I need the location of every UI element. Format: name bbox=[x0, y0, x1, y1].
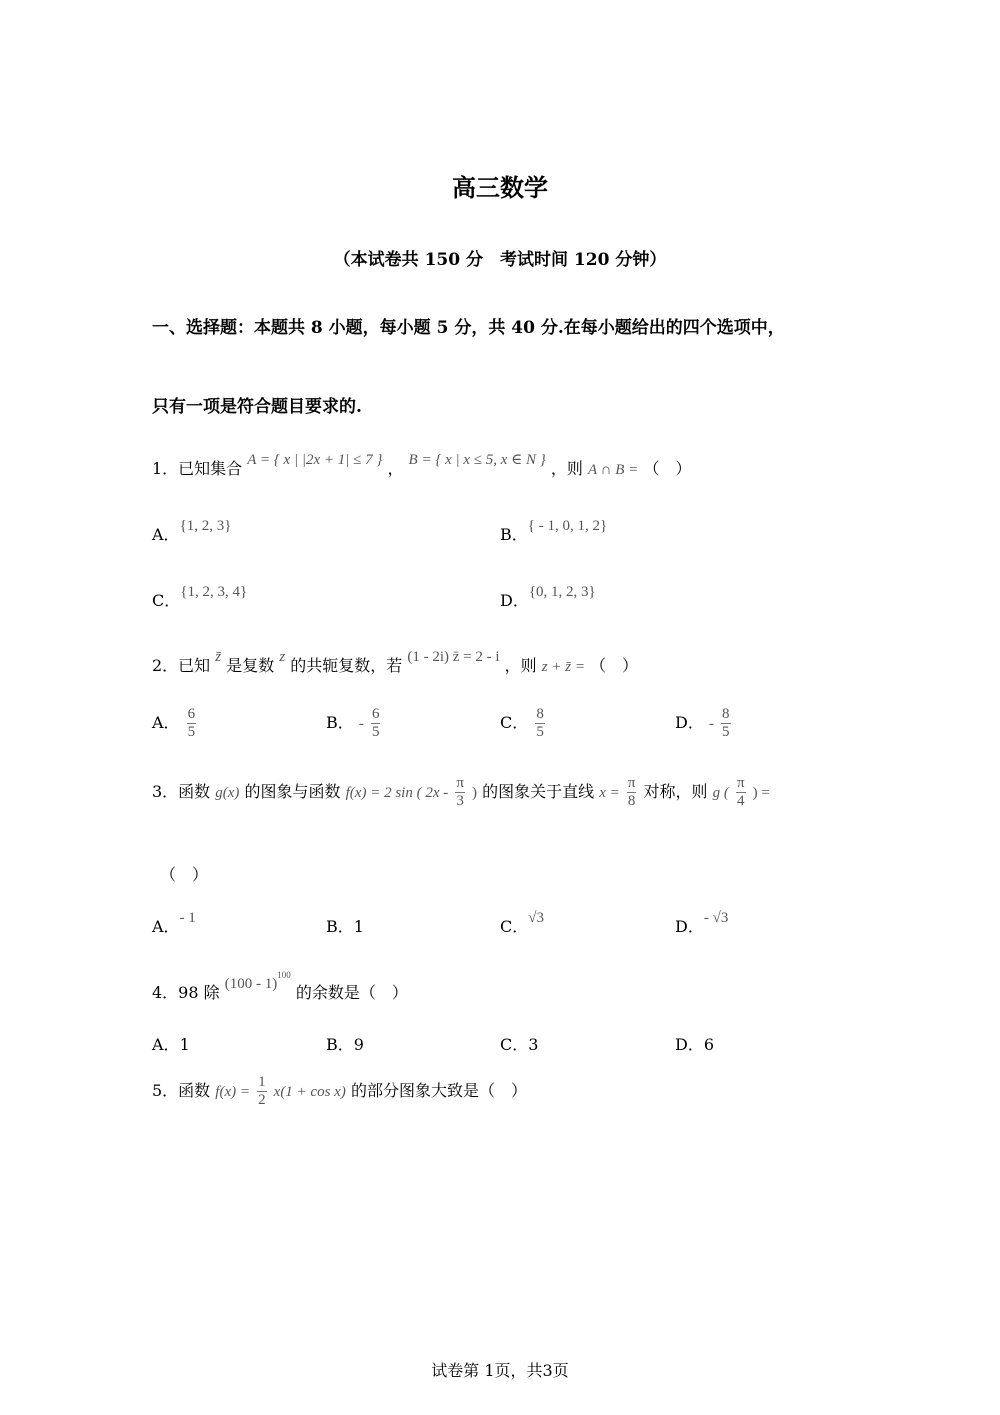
function-f: f(x) = 2 sin ( 2x - bbox=[345, 785, 449, 801]
q3-option-c bbox=[500, 910, 544, 937]
denominator: 2 bbox=[258, 1092, 266, 1108]
option-label: B． bbox=[326, 917, 354, 936]
option-label: D． bbox=[675, 917, 704, 936]
option-fraction bbox=[535, 706, 545, 741]
option-value: 3 bbox=[528, 1035, 539, 1054]
option-value: - √3 bbox=[703, 910, 729, 926]
q1-then: ，则 bbox=[550, 459, 583, 478]
question-5-number: 5．函数 bbox=[152, 1081, 211, 1100]
q3-option-a bbox=[152, 910, 196, 937]
q3-option-b bbox=[326, 914, 364, 937]
numerator: π bbox=[627, 775, 636, 791]
q2-option-b bbox=[326, 706, 382, 741]
section-heading-line1: 一、选择题：本题共 8 小题，每小题 5 分，共 40 分.在每小题给出的四个选项中， bbox=[152, 318, 785, 338]
q2-option-c bbox=[500, 706, 547, 741]
set-a-expression: A = { x | |2x + 1| ≤ 7 } bbox=[247, 452, 383, 468]
function-f-close: ) bbox=[472, 785, 477, 801]
numerator: 8 bbox=[536, 706, 544, 722]
denominator: 5 bbox=[722, 724, 730, 740]
q4-text-1: 的余数是（ ） bbox=[295, 983, 408, 1002]
option-value: - 1 bbox=[179, 910, 196, 926]
q1-option-d bbox=[500, 584, 596, 611]
numerator: 6 bbox=[371, 706, 380, 722]
q4-option-a bbox=[152, 1032, 190, 1055]
function-f: f(x) = bbox=[215, 1084, 250, 1100]
numerator: 1 bbox=[258, 1074, 266, 1090]
g-query: g ( bbox=[712, 785, 729, 801]
option-fraction bbox=[721, 706, 731, 741]
option-value: {1, 2, 3} bbox=[179, 518, 232, 534]
answer-paren: （ ） bbox=[643, 459, 692, 478]
numerator: π bbox=[736, 775, 745, 791]
option-label: C． bbox=[500, 917, 529, 936]
option-label: C． bbox=[152, 591, 181, 610]
numerator: 8 bbox=[722, 706, 730, 722]
option-value: 6 bbox=[703, 1035, 715, 1054]
option-label: A． bbox=[152, 1035, 180, 1054]
function-g: g(x) bbox=[215, 785, 240, 801]
answer-paren: （ ） bbox=[590, 656, 639, 675]
denominator: 4 bbox=[736, 793, 745, 809]
q3-text-3: 对称，则 bbox=[643, 782, 708, 801]
complex-equation: (1 - 2i) z̄ = 2 - i bbox=[407, 649, 500, 665]
q4-option-c bbox=[500, 1032, 538, 1055]
q1-option-a bbox=[152, 518, 232, 545]
question-3-number: 3．函数 bbox=[152, 782, 211, 801]
question-4-number: 4．98 除 bbox=[152, 983, 220, 1002]
intersection-expression: A ∩ B = bbox=[587, 462, 639, 478]
exam-title: 高三数学 bbox=[452, 173, 548, 202]
q2-text-1: 是复数 bbox=[226, 656, 275, 675]
page-footer: 试卷第 1页，共3页 bbox=[431, 1361, 569, 1380]
conjugate-z: z̄ bbox=[215, 649, 222, 665]
q2-then: ，则 bbox=[504, 656, 537, 675]
pi-over-8 bbox=[627, 775, 637, 810]
q1-option-b bbox=[500, 518, 608, 545]
denominator: 5 bbox=[536, 724, 544, 740]
q2-option-a bbox=[152, 706, 198, 741]
option-value: 1 bbox=[179, 1035, 190, 1054]
pi-over-3 bbox=[455, 775, 465, 810]
option-label: D． bbox=[675, 713, 704, 732]
option-fraction bbox=[371, 706, 381, 741]
option-label: D． bbox=[500, 591, 529, 610]
option-sign: - bbox=[358, 716, 364, 732]
variable-z: z bbox=[279, 649, 286, 665]
denominator: 8 bbox=[627, 793, 636, 809]
pi-over-4 bbox=[736, 775, 746, 810]
option-sign: - bbox=[708, 716, 714, 732]
option-label: C． bbox=[500, 713, 529, 732]
option-value: {1, 2, 3, 4} bbox=[180, 584, 248, 600]
q3-text-1: 的图象与函数 bbox=[244, 782, 341, 801]
option-label: B． bbox=[326, 713, 354, 732]
section-heading-line2: 只有一项是符合题目要求的. bbox=[152, 397, 362, 417]
line-x: x = bbox=[599, 785, 620, 801]
power-exponent: 100 bbox=[277, 970, 291, 980]
denominator: 3 bbox=[456, 793, 464, 809]
exam-subtitle: （本试卷共 150 分 考试时间 120 分钟） bbox=[333, 250, 667, 270]
option-value: {0, 1, 2, 3} bbox=[528, 584, 596, 600]
question-1 bbox=[152, 452, 692, 479]
q4-option-b bbox=[326, 1032, 364, 1055]
question-3 bbox=[152, 775, 770, 810]
option-label: A． bbox=[152, 525, 180, 544]
q4-option-d bbox=[675, 1032, 714, 1055]
option-label: A． bbox=[152, 917, 180, 936]
one-half bbox=[257, 1074, 267, 1109]
function-body: x(1 + cos x) bbox=[273, 1084, 346, 1100]
q1-option-c bbox=[152, 584, 248, 611]
denominator: 5 bbox=[371, 724, 380, 740]
g-query-close: ) = bbox=[752, 785, 770, 801]
option-label: D． bbox=[675, 1035, 704, 1054]
question-5 bbox=[152, 1074, 527, 1109]
option-value: √3 bbox=[528, 910, 544, 926]
set-b-expression: B = { x | x ≤ 5, x ∈ N } bbox=[408, 452, 546, 468]
sum-expression: z + z̄ = bbox=[541, 659, 585, 675]
question-4 bbox=[152, 970, 408, 1003]
q2-text-2: 的共轭复数，若 bbox=[290, 656, 403, 675]
q2-option-d bbox=[675, 706, 733, 741]
option-label: B． bbox=[326, 1035, 354, 1054]
question-2-number: 2．已知 bbox=[152, 656, 211, 675]
option-fraction bbox=[187, 706, 197, 741]
option-value: 1 bbox=[353, 917, 364, 936]
q3-option-d bbox=[675, 910, 729, 937]
question-1-number: 1．已知集合 bbox=[152, 459, 243, 478]
q1-comma: ， bbox=[387, 459, 404, 478]
option-label: B． bbox=[500, 525, 528, 544]
option-value: 9 bbox=[353, 1035, 364, 1054]
denominator: 5 bbox=[187, 724, 196, 740]
question-2 bbox=[152, 649, 639, 676]
numerator: π bbox=[456, 775, 464, 791]
option-label: C． bbox=[500, 1035, 529, 1054]
power-base: (100 - 1) bbox=[224, 976, 278, 992]
numerator: 6 bbox=[187, 706, 196, 722]
q3-text-2: 的图象关于直线 bbox=[482, 782, 595, 801]
option-value: { - 1, 0, 1, 2} bbox=[527, 518, 608, 534]
answer-paren: （ ） bbox=[160, 865, 209, 884]
option-label: A． bbox=[152, 713, 180, 732]
q5-text-1: 的部分图象大致是（ ） bbox=[350, 1081, 527, 1100]
